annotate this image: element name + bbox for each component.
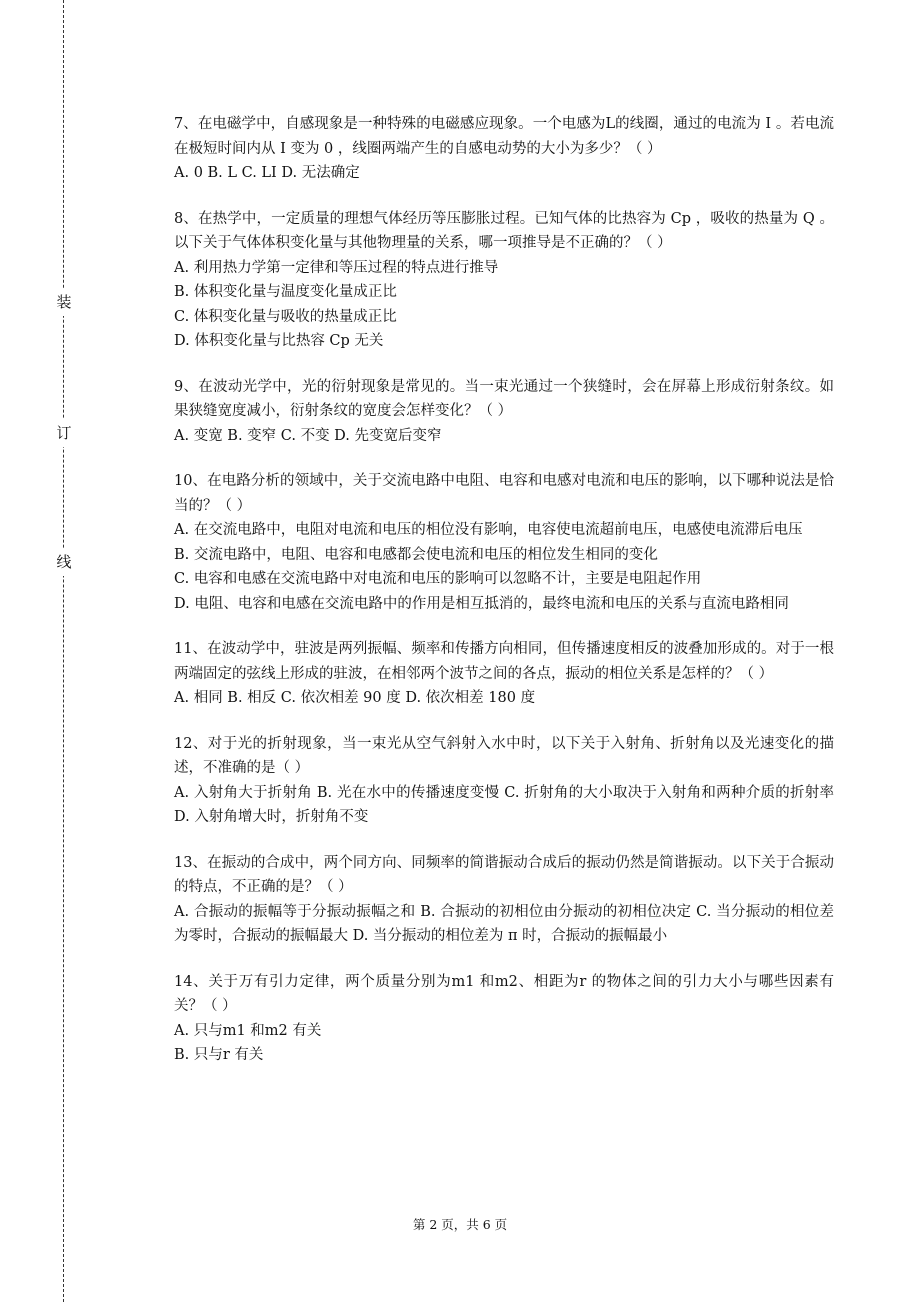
question-option: A. 变宽 B. 变窄 C. 不变 D. 先变宽后变窄 <box>174 427 442 444</box>
question-stem: 14、关于万有引力定律，两个质量分别为m1 和m2、相距为r 的物体之间的引力大小与哪些因素有关？（ ） <box>174 973 834 1014</box>
question-option: D. 电阻、电容和电感在交流电路中的作用是相互抵消的，最终电流和电压的关系与直流电路相同 <box>174 595 789 612</box>
question-option: A. 合振动的振幅等于分振动振幅之和 B. 合振动的初相位由分振动的初相位决定 C. 当分振动的相位差为零时，合振动的振幅最大 D. 当分振动的相位差为 π 时，合振动的振幅最小 <box>174 903 834 944</box>
question-9 <box>174 375 834 449</box>
question-7 <box>174 112 834 186</box>
page-number: 第 2 页，共 6 页 <box>412 1217 508 1232</box>
question-12 <box>174 732 834 830</box>
question-8 <box>174 207 834 354</box>
question-option: B. 体积变化量与温度变化量成正比 <box>174 284 397 300</box>
binding-char-ding: 订 <box>55 419 73 447</box>
question-14 <box>174 970 834 1068</box>
question-11 <box>174 637 834 711</box>
question-option: A. 只与m1 和m2 有关 <box>174 1022 322 1039</box>
question-option: B. 交流电路中，电阻、电容和电感都会使电流和电压的相位发生相同的变化 <box>174 546 658 563</box>
question-stem: 9、在波动光学中，光的衍射现象是常见的。当一束光通过一个狭缝时，会在屏幕上形成衍射条纹。如果狭缝宽度减小，衍射条纹的宽度会怎样变化？（ ） <box>174 378 834 419</box>
binding-dashed-line <box>63 0 64 1302</box>
question-stem: 13、在振动的合成中，两个同方向、同频率的简谐振动合成后的振动仍然是简谐振动。以下关于合振动的特点，不正确的是？（ ） <box>174 854 834 895</box>
question-stem: 10、在电路分析的领域中，关于交流电路中电阻、电容和电感对电流和电压的影响，以下哪种说法是恰当的？（ ） <box>174 473 834 514</box>
question-stem: 8、在热学中，一定质量的理想气体经历等压膨胀过程。已知气体的比热容为 Cp ，吸收的热量为 Q 。以下关于气体体积变化量与其他物理量的关系，哪一项推导是不正确的？（ ） <box>174 210 834 251</box>
question-option: C. 体积变化量与吸收的热量成正比 <box>174 308 397 325</box>
question-stem: 11、在波动学中，驻波是两列振幅、频率和传播方向相同，但传播速度相反的波叠加形成的。对于一根两端固定的弦线上形成的驻波，在相邻两个波节之间的各点，振动的相位关系是怎样的？（ ） <box>174 641 834 682</box>
question-10 <box>174 469 834 616</box>
question-stem: 7、在电磁学中，自感现象是一种特殊的电磁感应现象。一个电感为L的线圈，通过的电流为 I 。若电流在极短时间内从 I 变为 0 ，线圈两端产生的自感电动势的大小为多少？（ ） <box>174 116 834 157</box>
question-option: B. 只与r 有关 <box>174 1047 264 1063</box>
question-list <box>174 112 834 1089</box>
question-option: C. 电容和电感在交流电路中对电流和电压的影响可以忽略不计，主要是电阻起作用 <box>174 571 702 587</box>
question-option: A. 入射角大于折射角 B. 光在水中的传播速度变慢 C. 折射角的大小取决于入射角和两种介质的折射率 D. 入射角增大时，折射角不变 <box>174 784 834 825</box>
question-option: A. 利用热力学第一定律和等压过程的特点进行推导 <box>174 259 499 276</box>
binding-char-zhuang: 装 <box>55 288 73 316</box>
question-option: D. 体积变化量与比热容 Cp 无关 <box>174 333 384 349</box>
question-stem: 12、对于光的折射现象，当一束光从空气斜射入水中时，以下关于入射角、折射角以及光速变化的描述，不准确的是（ ） <box>174 735 834 776</box>
question-option: A. 0 B. L C. LI D. 无法确定 <box>174 165 360 181</box>
question-13 <box>174 851 834 949</box>
binding-char-xian: 线 <box>55 548 73 576</box>
question-option: A. 在交流电路中，电阻对电流和电压的相位没有影响，电容使电流超前电压，电感使电流滞后电压 <box>174 522 803 538</box>
question-option: A. 相同 B. 相反 C. 依次相差 90 度 D. 依次相差 180 度 <box>174 690 536 706</box>
